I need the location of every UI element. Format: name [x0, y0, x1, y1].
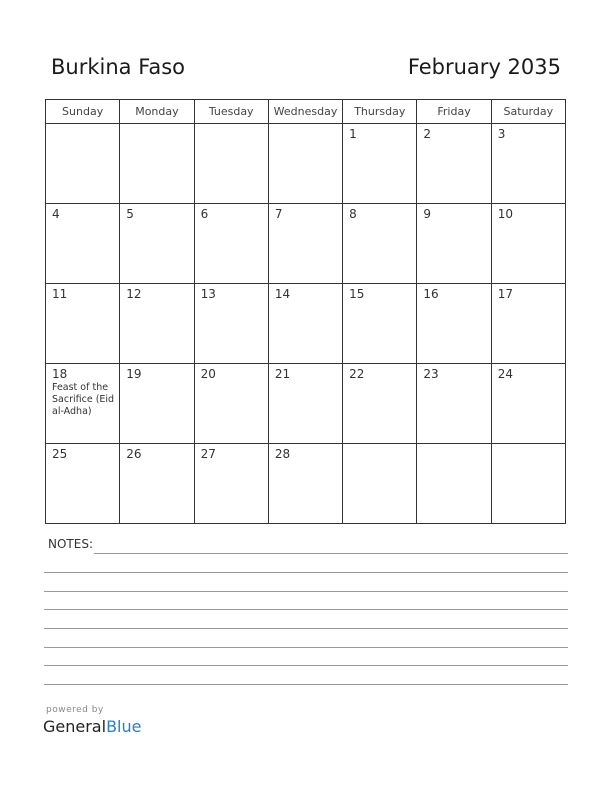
day-cell	[194, 364, 268, 444]
day-cell	[268, 364, 342, 444]
day-cell	[417, 364, 491, 444]
day-number: 26	[126, 447, 142, 461]
day-cell	[491, 284, 565, 364]
weekday-sunday: Sunday	[46, 100, 120, 124]
day-cell	[268, 204, 342, 284]
day-cell	[491, 204, 565, 284]
weekday-friday: Friday	[417, 100, 491, 124]
day-cell	[417, 444, 491, 524]
day-number: 21	[274, 367, 291, 381]
day-cell	[46, 444, 120, 524]
note-line	[94, 553, 568, 554]
month-title: February 2035	[407, 55, 561, 79]
day-cell	[120, 444, 194, 524]
day-cell	[343, 124, 417, 204]
week-row	[46, 124, 566, 204]
day-cell	[194, 124, 268, 204]
day-number: 6	[200, 207, 209, 221]
day-number: 5	[126, 207, 134, 221]
day-number: 22	[349, 367, 365, 381]
day-number: 11	[52, 287, 68, 301]
day-cell	[194, 204, 268, 284]
day-cell	[491, 124, 565, 204]
note-line	[44, 609, 568, 610]
day-number: 24	[497, 367, 513, 381]
day-cell	[417, 204, 491, 284]
week-row	[46, 284, 566, 364]
note-line	[44, 684, 568, 685]
day-number: 9	[423, 207, 432, 221]
day-number: 16	[423, 287, 439, 301]
day-number: 20	[200, 367, 216, 381]
day-cell	[491, 364, 565, 444]
note-line	[44, 647, 568, 648]
calendar-grid	[45, 99, 566, 524]
day-number: 8	[349, 207, 357, 221]
day-number: 13	[200, 287, 216, 301]
day-number: 28	[274, 447, 291, 461]
day-number: 27	[200, 447, 216, 461]
day-cell	[417, 284, 491, 364]
day-cell	[46, 204, 120, 284]
note-line	[44, 665, 568, 666]
holiday-label: Feast of the Sacrifice (Eid al-Adha)	[52, 382, 115, 417]
weekday-monday: Monday	[120, 100, 194, 124]
day-number: 25	[52, 447, 68, 461]
day-number: 2	[423, 127, 432, 141]
day-number: 4	[52, 207, 60, 221]
day-number: 15	[349, 287, 365, 301]
day-cell	[120, 124, 194, 204]
generalblue-logo	[43, 717, 141, 736]
day-cell	[343, 204, 417, 284]
brand-general: General	[43, 717, 107, 736]
day-cell	[46, 364, 120, 444]
day-number: 12	[126, 287, 142, 301]
note-line	[44, 628, 568, 629]
day-cell	[46, 284, 120, 364]
day-cell	[491, 444, 565, 524]
day-number: 3	[497, 127, 506, 141]
note-line	[44, 572, 568, 573]
notes-label: NOTES:	[48, 537, 93, 551]
day-cell	[120, 204, 194, 284]
day-number: 10	[497, 207, 513, 221]
day-number: 1	[349, 127, 357, 141]
weekday-wednesday: Wednesday	[268, 100, 342, 124]
day-cell	[417, 124, 491, 204]
day-cell	[343, 444, 417, 524]
day-cell	[268, 284, 342, 364]
day-number: 7	[274, 207, 283, 221]
day-cell	[268, 444, 342, 524]
day-number: 23	[423, 367, 439, 381]
day-number: 19	[126, 367, 142, 381]
week-row	[46, 364, 566, 444]
day-cell	[194, 444, 268, 524]
day-cell	[46, 124, 120, 204]
day-cell	[268, 124, 342, 204]
day-cell	[194, 284, 268, 364]
brand-blue: Blue	[106, 717, 142, 736]
day-cell	[120, 364, 194, 444]
weekday-header-row	[46, 100, 566, 124]
day-number: 17	[497, 287, 513, 301]
day-number: 18	[52, 367, 68, 381]
week-row	[46, 204, 566, 284]
day-cell	[120, 284, 194, 364]
day-cell	[343, 284, 417, 364]
country-title: Burkina Faso	[51, 55, 186, 79]
weekday-saturday: Saturday	[491, 100, 565, 124]
day-cell	[343, 364, 417, 444]
note-line	[44, 591, 568, 592]
week-row	[46, 444, 566, 524]
weekday-tuesday: Tuesday	[194, 100, 268, 124]
weekday-thursday: Thursday	[343, 100, 417, 124]
day-number: 14	[274, 287, 291, 301]
powered-by-text: powered by	[46, 705, 104, 715]
